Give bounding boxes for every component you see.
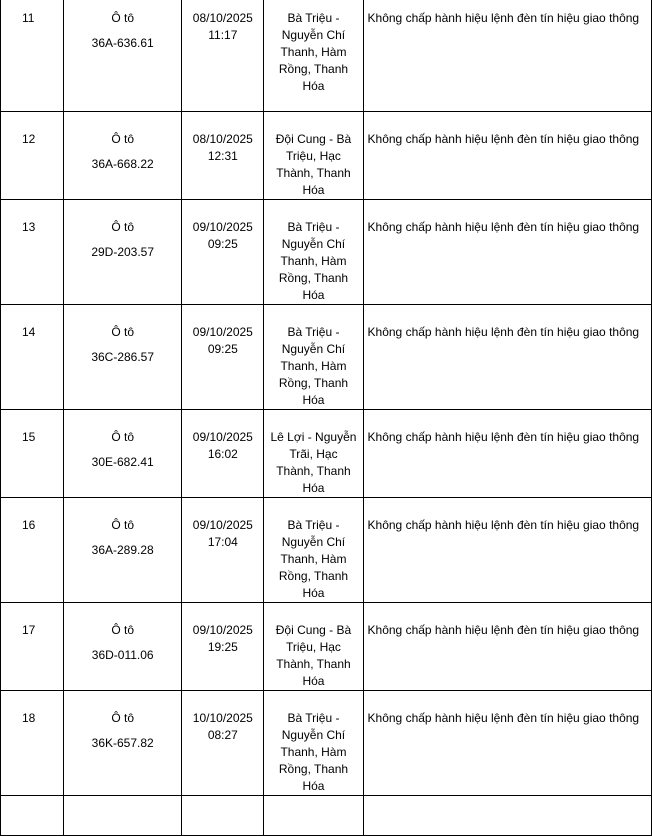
violation-date: 09/10/2025: [192, 430, 253, 444]
datetime-cell: [182, 200, 264, 305]
violation-time: 16:02: [207, 447, 238, 461]
violation-description: Không chấp hành hiệu lệnh đèn tín hiệu giao thông: [363, 603, 651, 691]
datetime-cell: [182, 498, 264, 603]
license-plate: 36A-668.22: [91, 157, 154, 171]
row-number: 12: [1, 112, 64, 200]
license-plate: 36C-286.57: [91, 350, 155, 364]
violation-description: Không chấp hành hiệu lệnh đèn tín hiệu giao thông: [363, 0, 651, 112]
table-row: [1, 410, 652, 498]
datetime-cell: [182, 112, 264, 200]
violation-date: 09/10/2025: [192, 220, 253, 234]
datetime-cell: [182, 691, 264, 796]
vehicle-type: Ô tô: [111, 220, 135, 234]
violation-date: 09/10/2025: [192, 325, 253, 339]
vehicle-cell: [64, 200, 182, 305]
vehicle-type: Ô tô: [111, 11, 135, 25]
row-number: 15: [1, 410, 64, 498]
vehicle-type: Ô tô: [111, 325, 135, 339]
violation-time: 09:25: [207, 237, 238, 251]
row-number: 18: [1, 691, 64, 796]
violation-date: 08/10/2025: [192, 11, 253, 25]
table-row: [1, 498, 652, 603]
violation-description: Không chấp hành hiệu lệnh đèn tín hiệu giao thông: [363, 498, 651, 603]
violation-time: 11:17: [208, 28, 238, 42]
table-row: [1, 691, 652, 796]
row-number: 17: [1, 603, 64, 691]
violation-time: 17:04: [207, 535, 238, 549]
location: Bà Triệu - Nguyễn Chí Thanh, Hàm Rồng, Thanh Hóa: [264, 498, 363, 603]
table-row-partial: [1, 796, 652, 836]
location: Đội Cung - Bà Triệu, Hạc Thành, Thanh Hóa: [264, 112, 363, 200]
vehicle-cell: [64, 691, 182, 796]
location: Đội Cung - Bà Triệu, Hạc Thành, Thanh Hóa: [264, 603, 363, 691]
location: Bà Triệu - Nguyễn Chí Thanh, Hàm Rồng, Thanh Hóa: [264, 200, 363, 305]
violation-time: 19:25: [207, 640, 238, 654]
location: Bà Triệu - Nguyễn Chí Thanh, Hàm Rồng, Thanh Hóa: [264, 0, 363, 112]
vehicle-cell: [64, 498, 182, 603]
row-number: 16: [1, 498, 64, 603]
row-number: 11: [1, 0, 64, 112]
vehicle-cell: [64, 112, 182, 200]
table-row: [1, 603, 652, 691]
vehicle-type: Ô tô: [111, 132, 135, 146]
violation-description: Không chấp hành hiệu lệnh đèn tín hiệu giao thông: [363, 200, 651, 305]
violation-description: Không chấp hành hiệu lệnh đèn tín hiệu giao thông: [363, 112, 651, 200]
location: Bà Triệu - Nguyễn Chí Thanh, Hàm Rồng, Thanh Hóa: [264, 305, 363, 410]
vehicle-type: Ô tô: [111, 518, 135, 532]
license-plate: 36A-636.61: [91, 36, 154, 50]
license-plate: 36D-011.06: [91, 648, 154, 662]
violations-table-body: [1, 0, 652, 836]
location: Lê Lợi - Nguyễn Trãi, Hạc Thành, Thanh Hóa: [264, 410, 363, 498]
violation-description: Không chấp hành hiệu lệnh đèn tín hiệu giao thông: [363, 410, 651, 498]
table-row: [1, 200, 652, 305]
violation-description: Không chấp hành hiệu lệnh đèn tín hiệu giao thông: [363, 305, 651, 410]
datetime-cell: [182, 0, 264, 112]
row-number: 14: [1, 305, 64, 410]
vehicle-type: Ô tô: [111, 430, 135, 444]
vehicle-type: Ô tô: [111, 711, 135, 725]
vehicle-cell: [64, 0, 182, 112]
violation-time: 08:27: [207, 728, 238, 742]
violation-date: 08/10/2025: [192, 132, 253, 146]
license-plate: 36A-289.28: [91, 543, 154, 557]
datetime-cell: [182, 410, 264, 498]
violation-description: Không chấp hành hiệu lệnh đèn tín hiệu giao thông: [363, 691, 651, 796]
vehicle-cell: [64, 305, 182, 410]
vehicle-cell: [64, 410, 182, 498]
violation-time: 09:25: [207, 342, 238, 356]
table-row: [1, 112, 652, 200]
license-plate: 36K-657.82: [91, 736, 154, 750]
datetime-cell: [182, 603, 264, 691]
location: Bà Triệu - Nguyễn Chí Thanh, Hàm Rồng, Thanh Hóa: [264, 691, 363, 796]
vehicle-type: Ô tô: [111, 623, 135, 637]
violation-date: 09/10/2025: [192, 623, 253, 637]
violation-time: 12:31: [207, 149, 238, 163]
violation-date: 09/10/2025: [192, 518, 253, 532]
row-number: 13: [1, 200, 64, 305]
datetime-cell: [182, 305, 264, 410]
violation-date: 10/10/2025: [192, 711, 253, 725]
license-plate: 30E-682.41: [91, 455, 154, 469]
vehicle-cell: [64, 603, 182, 691]
table-row: [1, 305, 652, 410]
table-row: [1, 0, 652, 112]
license-plate: 29D-203.57: [91, 245, 155, 259]
